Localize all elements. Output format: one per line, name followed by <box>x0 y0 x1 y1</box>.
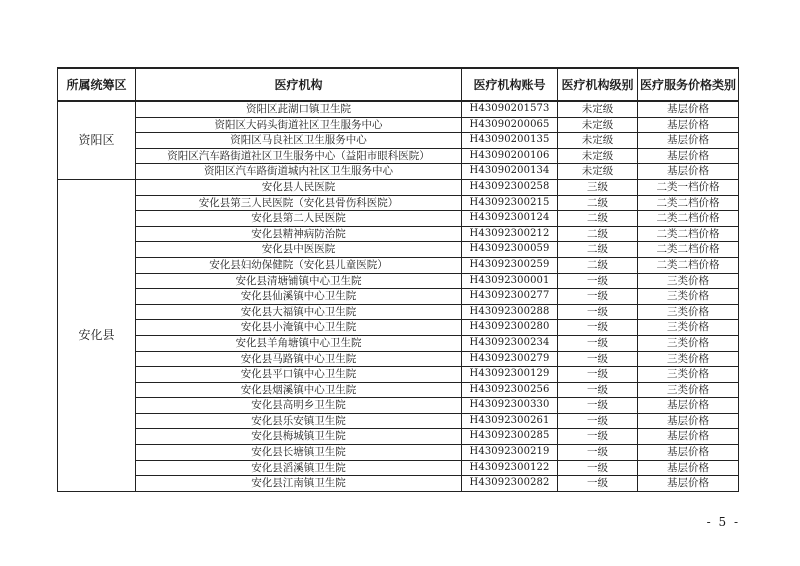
table-row <box>58 211 739 227</box>
institution-level: 一级 <box>558 429 638 445</box>
institution-name: 安化县小淹镇中心卫生院 <box>136 320 462 336</box>
institution-level: 未定级 <box>558 164 638 180</box>
institution-name: 资阳区马良社区卫生服务中心 <box>136 133 462 149</box>
institution-account: H43090200106 <box>462 148 558 164</box>
institution-name: 资阳区大码头街道社区卫生服务中心 <box>136 117 462 133</box>
price-category: 二类二档价格 <box>638 195 739 211</box>
institution-account: H43092300212 <box>462 226 558 242</box>
institution-level: 一级 <box>558 413 638 429</box>
institution-name: 安化县中医医院 <box>136 242 462 258</box>
institution-level: 一级 <box>558 367 638 383</box>
institution-name: 安化县仙溪镇中心卫生院 <box>136 289 462 305</box>
institution-level: 三级 <box>558 179 638 195</box>
institution-account: H43092300215 <box>462 195 558 211</box>
institution-level: 未定级 <box>558 101 638 117</box>
institution-level: 一级 <box>558 304 638 320</box>
table-row <box>58 460 739 476</box>
table-row <box>58 195 739 211</box>
price-category: 三类价格 <box>638 273 739 289</box>
price-category: 基层价格 <box>638 460 739 476</box>
institution-account: H43092300059 <box>462 242 558 258</box>
institution-level: 二级 <box>558 195 638 211</box>
institution-level: 一级 <box>558 289 638 305</box>
price-category: 三类价格 <box>638 351 739 367</box>
header-region: 所属统筹区 <box>58 68 136 101</box>
table-row <box>58 257 739 273</box>
institution-level: 一级 <box>558 460 638 476</box>
table-body <box>58 101 739 491</box>
institution-account: H43090200134 <box>462 164 558 180</box>
table-row <box>58 367 739 383</box>
institution-account: H43092300330 <box>462 398 558 414</box>
price-category: 三类价格 <box>638 289 739 305</box>
institution-name: 安化县清塘铺镇中心卫生院 <box>136 273 462 289</box>
price-category: 基层价格 <box>638 101 739 117</box>
table-row <box>58 335 739 351</box>
price-category: 基层价格 <box>638 164 739 180</box>
institution-name: 安化县烟溪镇中心卫生院 <box>136 382 462 398</box>
institution-name: 安化县乐安镇卫生院 <box>136 413 462 429</box>
table-row <box>58 476 739 492</box>
price-category: 基层价格 <box>638 148 739 164</box>
price-category: 三类价格 <box>638 382 739 398</box>
institution-name: 安化县人民医院 <box>136 179 462 195</box>
page-number: - 5 - <box>706 515 740 529</box>
table-header-row <box>58 68 739 101</box>
institution-level: 一级 <box>558 351 638 367</box>
table-row <box>58 320 739 336</box>
table-row <box>58 289 739 305</box>
institution-account: H43092300259 <box>462 257 558 273</box>
institution-name: 资阳区茈湖口镇卫生院 <box>136 101 462 117</box>
institution-name: 安化县精神病防治院 <box>136 226 462 242</box>
institution-account: H43092300256 <box>462 382 558 398</box>
header-level: 医疗机构级别 <box>558 68 638 101</box>
institution-level: 一级 <box>558 335 638 351</box>
institution-name: 安化县滔溪镇卫生院 <box>136 460 462 476</box>
table-row <box>58 382 739 398</box>
price-category: 基层价格 <box>638 445 739 461</box>
institution-name: 资阳区汽车路街道社区卫生服务中心（益阳市眼科医院） <box>136 148 462 164</box>
table-row <box>58 164 739 180</box>
table-row <box>58 304 739 320</box>
table-row <box>58 242 739 258</box>
table-row <box>58 398 739 414</box>
institution-account: H43092300282 <box>462 476 558 492</box>
table-row <box>58 351 739 367</box>
institution-name: 安化县高明乡卫生院 <box>136 398 462 414</box>
institution-level: 一级 <box>558 320 638 336</box>
header-institution: 医疗机构 <box>136 68 462 101</box>
region-cell: 安化县 <box>58 179 136 491</box>
institution-name: 安化县大福镇中心卫生院 <box>136 304 462 320</box>
institution-price-table <box>57 67 739 492</box>
institution-account: H43092300280 <box>462 320 558 336</box>
institution-level: 二级 <box>558 242 638 258</box>
price-category: 三类价格 <box>638 304 739 320</box>
institution-level: 一级 <box>558 476 638 492</box>
institution-account: H43092300129 <box>462 367 558 383</box>
table-row <box>58 101 739 117</box>
institution-name: 安化县江南镇卫生院 <box>136 476 462 492</box>
table-row <box>58 133 739 149</box>
institution-account: H43092300219 <box>462 445 558 461</box>
institution-account: H43092300285 <box>462 429 558 445</box>
institution-account: H43092300122 <box>462 460 558 476</box>
table-row <box>58 273 739 289</box>
institution-account: H43092300124 <box>462 211 558 227</box>
institution-level: 二级 <box>558 211 638 227</box>
price-category: 三类价格 <box>638 335 739 351</box>
institution-name: 安化县梅城镇卫生院 <box>136 429 462 445</box>
institution-name: 安化县羊角塘镇中心卫生院 <box>136 335 462 351</box>
price-category: 基层价格 <box>638 413 739 429</box>
institution-account: H43090201573 <box>462 101 558 117</box>
institution-name: 资阳区汽车路街道城内社区卫生服务中心 <box>136 164 462 180</box>
institution-name: 安化县妇幼保健院（安化县儿童医院） <box>136 257 462 273</box>
institution-level: 一级 <box>558 273 638 289</box>
institution-account: H43092300258 <box>462 179 558 195</box>
institution-account: H43092300261 <box>462 413 558 429</box>
institution-account: H43092300277 <box>462 289 558 305</box>
table-row <box>58 413 739 429</box>
price-category: 二类二档价格 <box>638 257 739 273</box>
institution-level: 一级 <box>558 445 638 461</box>
price-category: 三类价格 <box>638 320 739 336</box>
institution-account: H43092300279 <box>462 351 558 367</box>
table-row <box>58 179 739 195</box>
institution-name: 安化县平口镇中心卫生院 <box>136 367 462 383</box>
price-category: 二类二档价格 <box>638 226 739 242</box>
institution-name: 安化县第三人民医院（安化县骨伤科医院） <box>136 195 462 211</box>
price-category: 基层价格 <box>638 398 739 414</box>
table-row <box>58 117 739 133</box>
price-category: 基层价格 <box>638 476 739 492</box>
price-category: 基层价格 <box>638 117 739 133</box>
table-row <box>58 429 739 445</box>
institution-account: H43090200065 <box>462 117 558 133</box>
institution-account: H43090200135 <box>462 133 558 149</box>
institution-account: H43092300288 <box>462 304 558 320</box>
institution-level: 未定级 <box>558 133 638 149</box>
price-category: 二类二档价格 <box>638 211 739 227</box>
institution-level: 未定级 <box>558 117 638 133</box>
price-category: 二类二档价格 <box>638 242 739 258</box>
header-price-category: 医疗服务价格类别 <box>638 68 739 101</box>
institution-name: 安化县第二人民医院 <box>136 211 462 227</box>
institution-account: H43092300001 <box>462 273 558 289</box>
institution-name: 安化县长塘镇卫生院 <box>136 445 462 461</box>
institution-level: 一级 <box>558 398 638 414</box>
price-category: 二类一档价格 <box>638 179 739 195</box>
institution-level: 未定级 <box>558 148 638 164</box>
institution-level: 二级 <box>558 257 638 273</box>
table-row <box>58 148 739 164</box>
table-row <box>58 445 739 461</box>
table-row <box>58 226 739 242</box>
institution-level: 一级 <box>558 382 638 398</box>
price-category: 基层价格 <box>638 429 739 445</box>
header-account: 医疗机构账号 <box>462 68 558 101</box>
price-category: 三类价格 <box>638 367 739 383</box>
institution-level: 二级 <box>558 226 638 242</box>
region-cell: 资阳区 <box>58 101 136 179</box>
institution-account: H43092300234 <box>462 335 558 351</box>
institution-name: 安化县马路镇中心卫生院 <box>136 351 462 367</box>
price-category: 基层价格 <box>638 133 739 149</box>
